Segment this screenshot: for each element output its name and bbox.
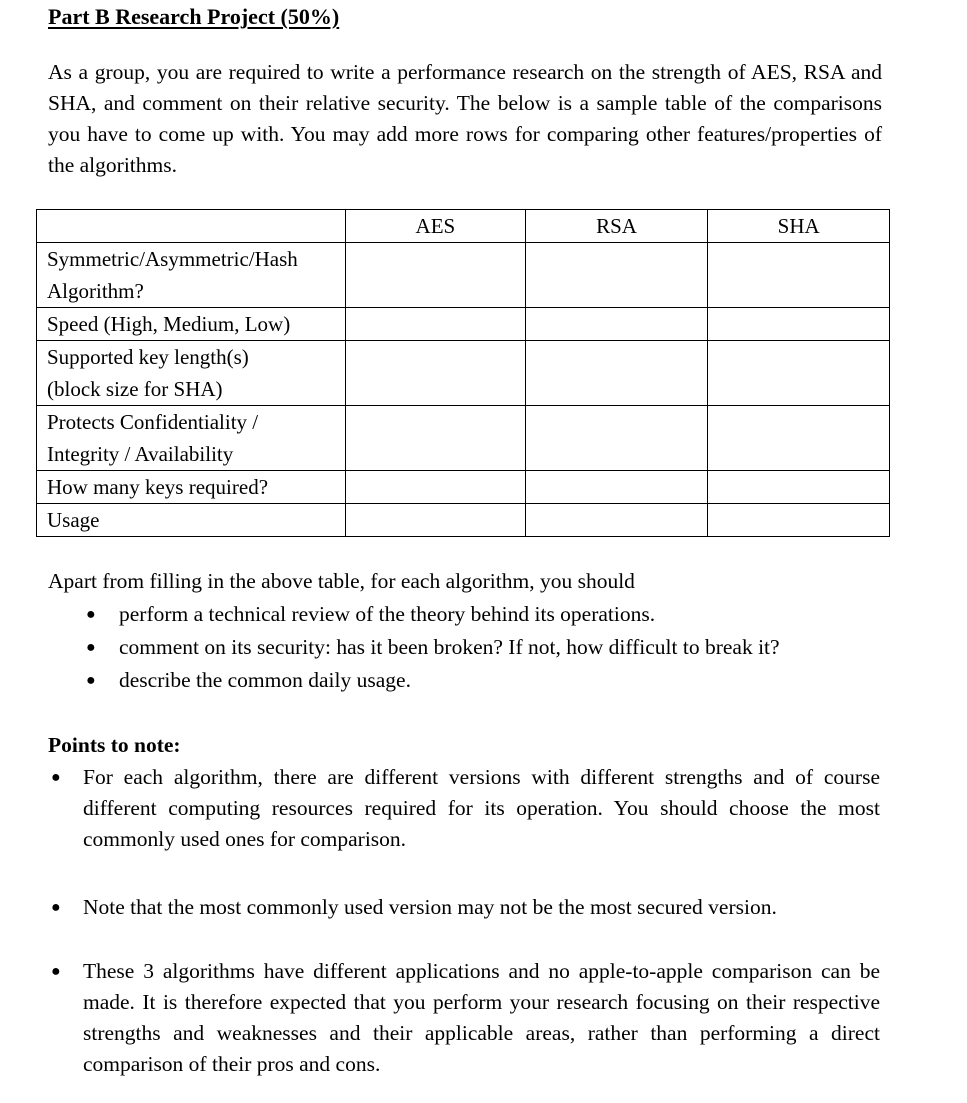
table-cell-sha <box>708 504 890 537</box>
row-label-keys-required <box>37 471 346 504</box>
table-header-cell-empty <box>37 210 346 243</box>
table-cell-aes <box>346 406 526 471</box>
bullet-icon: ● <box>51 769 61 786</box>
row-label-line: Speed (High, Medium, Low) <box>47 312 291 336</box>
row-label-line: Symmetric/Asymmetric/Hash <box>47 247 298 271</box>
table-cell-sha <box>708 341 890 406</box>
table-header-sha: SHA <box>708 210 890 243</box>
table-row <box>37 504 890 537</box>
list-item <box>48 664 780 697</box>
notes-list <box>48 762 880 1080</box>
points-heading: Points to note: <box>48 733 181 757</box>
row-label-line: Protects Confidentiality / <box>47 410 259 434</box>
list-item <box>48 892 880 923</box>
instructions-lead: Apart from filling in the above table, for each algorithm, you should <box>48 569 635 593</box>
row-label-algorithm-type <box>37 243 346 308</box>
list-item <box>48 762 880 855</box>
table-row <box>37 341 890 406</box>
row-label-line: Algorithm? <box>47 279 144 303</box>
row-label-speed <box>37 308 346 341</box>
table-cell-rsa <box>525 471 708 504</box>
intro-paragraph: As a group, you are required to write a performance research on the strength of AES, RSA and SHA, and comment on their relative security. The below is a sample table of the comparisons you have to come up with. You may add more rows for comparing other features/properties of the algorithms. <box>48 60 882 177</box>
table-cell-sha <box>708 243 890 308</box>
note-text: Note that the most commonly used version may not be the most secured version. <box>83 895 777 919</box>
table-cell-aes <box>346 308 526 341</box>
task-text: describe the common daily usage. <box>119 668 411 692</box>
row-label-line: Supported key length(s) <box>47 345 249 369</box>
note-text: For each algorithm, there are different versions with different strengths and of course different computing resources required for its operation. You should choose the most commonly used ones for comparison. <box>83 765 880 851</box>
bullet-icon: ● <box>86 672 96 689</box>
bullet-icon: ● <box>51 963 61 980</box>
task-text: perform a technical review of the theory behind its operations. <box>119 602 656 626</box>
bullet-icon: ● <box>86 606 96 623</box>
row-label-key-length <box>37 341 346 406</box>
row-label-line: Usage <box>47 508 100 532</box>
row-label-usage <box>37 504 346 537</box>
note-text: These 3 algorithms have different applications and no apple-to-apple comparison can be made. It is therefore expected that you perform your research focusing on their respective strengths and weaknesses and their applicable areas, rather than performing a direct comparison of their pros and cons. <box>83 959 880 1076</box>
table-cell-rsa <box>525 406 708 471</box>
row-label-protects <box>37 406 346 471</box>
list-item <box>48 956 880 1080</box>
list-item <box>48 598 780 631</box>
table-cell-rsa <box>525 504 708 537</box>
row-label-line: Integrity / Availability <box>47 442 234 466</box>
table-row <box>37 471 890 504</box>
table-row <box>37 406 890 471</box>
table-cell-aes <box>346 504 526 537</box>
table-header-rsa: RSA <box>525 210 708 243</box>
table-cell-aes <box>346 471 526 504</box>
table-row <box>37 243 890 308</box>
table-header-aes: AES <box>346 210 526 243</box>
table-cell-sha <box>708 406 890 471</box>
task-list <box>48 598 780 697</box>
table-header-row <box>37 210 890 243</box>
table-cell-rsa <box>525 341 708 406</box>
section-heading: Part B Research Project (50%) <box>48 4 340 29</box>
table-cell-aes <box>346 341 526 406</box>
table-cell-sha <box>708 308 890 341</box>
comparison-table <box>36 209 890 537</box>
task-text: comment on its security: has it been broken? If not, how difficult to break it? <box>119 635 780 659</box>
table-cell-aes <box>346 243 526 308</box>
row-label-line: (block size for SHA) <box>47 377 223 401</box>
table-cell-rsa <box>525 243 708 308</box>
list-item <box>48 631 780 664</box>
table-cell-rsa <box>525 308 708 341</box>
table-cell-sha <box>708 471 890 504</box>
row-label-line: How many keys required? <box>47 475 269 499</box>
bullet-icon: ● <box>86 639 96 656</box>
table-row <box>37 308 890 341</box>
bullet-icon: ● <box>51 899 61 916</box>
